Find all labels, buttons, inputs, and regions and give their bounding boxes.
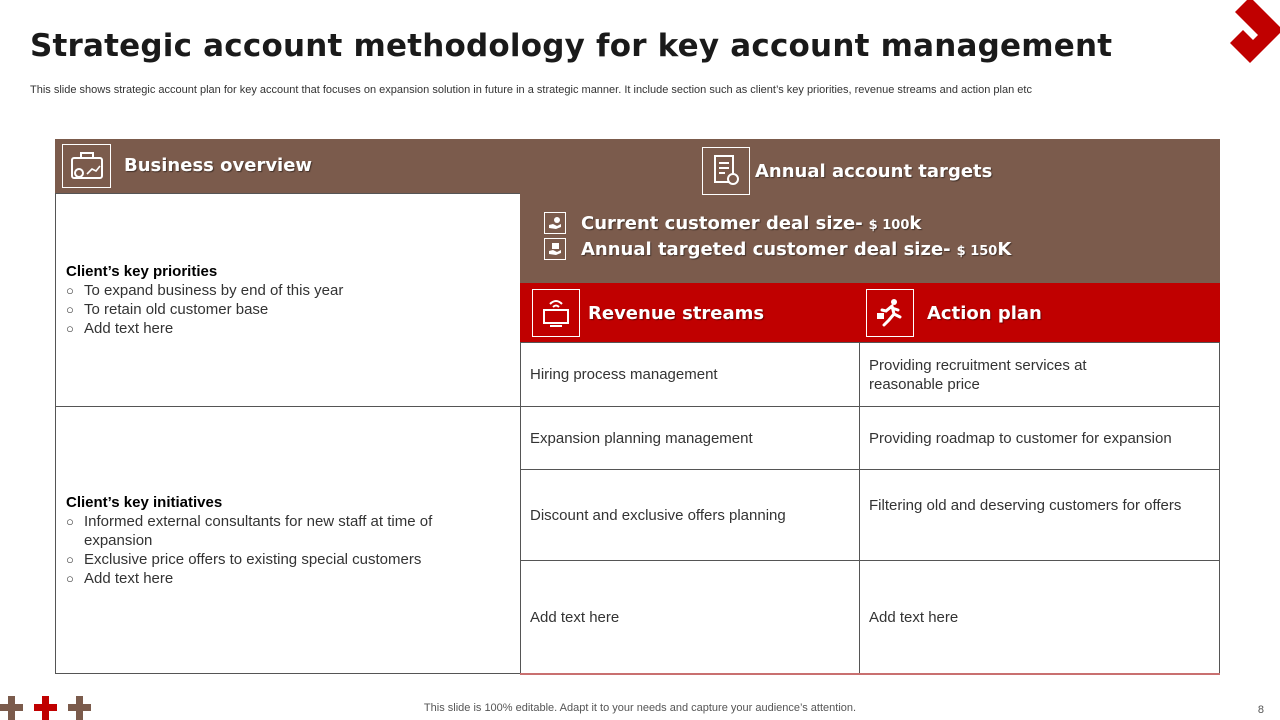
account-plan-grid: [55, 139, 1220, 674]
annual-targets-heading: Annual account targets: [755, 161, 993, 182]
bullet-icon: ○: [66, 302, 74, 317]
action-plan-cell: Providing roadmap to customer for expansion: [859, 406, 1220, 470]
revenue-stream-cell: Discount and exclusive offers planning: [520, 469, 860, 561]
corner-logo-icon: [1210, 0, 1280, 70]
slide-title: Strategic account methodology for key account management: [30, 28, 1113, 64]
targeted-deal-row: [544, 238, 1011, 260]
action-plan-header: [859, 283, 1220, 343]
revenue-stream-cell: Expansion planning management: [520, 406, 860, 470]
list-item: ○ Informed external consultants for new staff at time of expansion: [66, 513, 433, 549]
key-initiatives-panel: [55, 406, 521, 674]
briefcase-gear-icon: [62, 144, 111, 188]
bullet-icon: ○: [66, 321, 74, 336]
revenue-streams-heading: Revenue streams: [588, 303, 765, 324]
hand-coin-icon: [544, 212, 566, 234]
bottom-rule: [520, 673, 1220, 675]
page-number: 8: [1257, 704, 1264, 716]
business-overview-header: [55, 139, 520, 194]
business-overview-heading: Business overview: [124, 155, 313, 176]
action-plan-cell: Add text here: [859, 560, 1220, 674]
key-initiatives-title: Client’s key initiatives: [66, 494, 223, 511]
action-plan-heading: Action plan: [927, 303, 1042, 324]
footer-note: This slide is 100% editable. Adapt it to your needs and capture your audience’s attention.: [423, 702, 857, 714]
revenue-stream-cell: Hiring process management: [520, 342, 860, 407]
list-item: ○ Add text here: [66, 320, 174, 337]
targeted-deal-value: $ 150K: [956, 238, 1012, 260]
annual-targets-panel: [520, 139, 1220, 283]
key-priorities-block: [66, 262, 343, 338]
action-plan-cell: Filtering old and deserving customers for offers: [859, 469, 1220, 561]
key-priorities-panel: [55, 193, 521, 407]
bullet-icon: ○: [66, 283, 74, 298]
list-item: ○ To retain old customer base: [66, 301, 269, 318]
hand-money-icon: [544, 238, 566, 260]
bullet-icon: ○: [66, 571, 74, 586]
running-person-icon: [866, 289, 914, 337]
bullet-icon: ○: [66, 514, 74, 529]
bullet-icon: ○: [66, 552, 74, 567]
revenue-streams-header: [520, 283, 859, 343]
current-deal-value: $ 100k: [868, 212, 922, 234]
document-award-icon: [702, 147, 750, 195]
current-deal-row: [544, 212, 921, 234]
list-item: ○ Add text here: [66, 570, 174, 587]
list-item: ○ Exclusive price offers to existing special customers: [66, 551, 422, 568]
targeted-deal-label: Annual targeted customer deal size-: [581, 238, 951, 260]
action-plan-cell: Providing recruitment services at reasonable price: [859, 342, 1220, 407]
monitor-wifi-icon: [532, 289, 580, 337]
key-initiatives-block: [66, 493, 446, 588]
key-priorities-title: Client’s key priorities: [66, 263, 218, 280]
revenue-stream-cell: Add text here: [520, 560, 860, 674]
current-deal-label: Current customer deal size-: [581, 212, 863, 234]
list-item: ○ To expand business by end of this year: [66, 282, 344, 299]
slide-subtitle: This slide shows strategic account plan for key account that focuses on expansion solution in future in a strategic manner. It include section such as client’s key priorities, revenue streams and action plan etc: [30, 84, 1032, 96]
